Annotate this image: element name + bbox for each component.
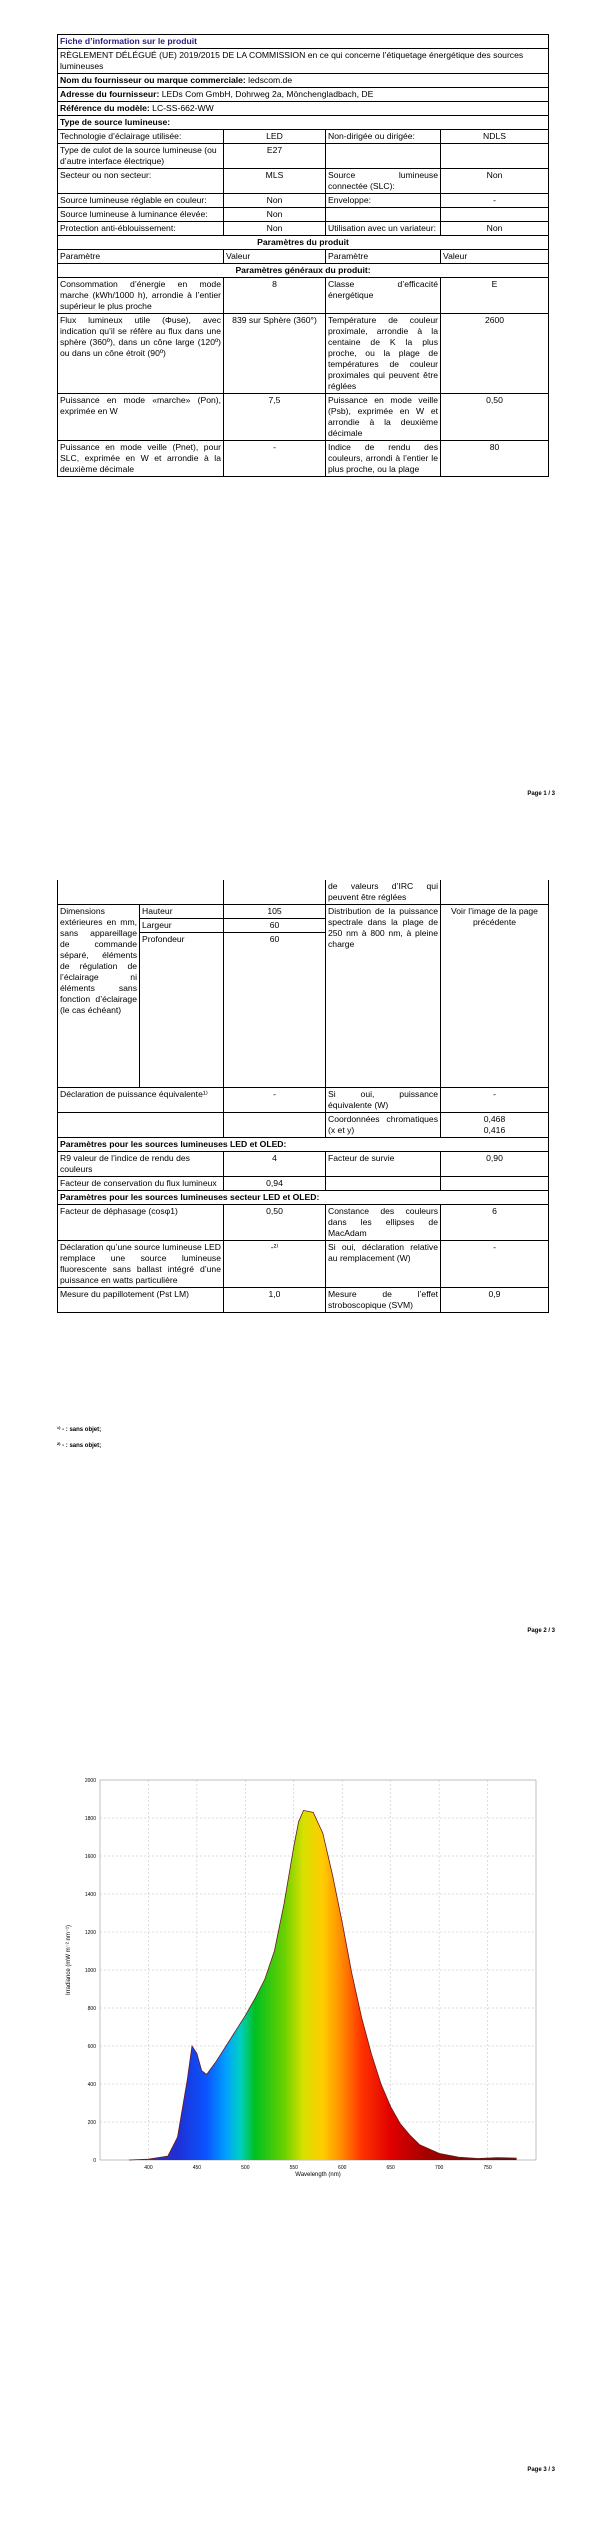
equiv-label: Déclaration de puissance équivalente¹⁾	[58, 1088, 224, 1113]
connected-value: Non	[441, 169, 549, 194]
height-label: Hauteur	[140, 905, 224, 919]
equiv-w-value: -	[441, 1088, 549, 1113]
flux-label: Flux lumineux utile (Φuse), avec indication qu’il se réfère au flux dans une sphère (360º), dans un cône large (120º) ou dans un cône étroit (90º)	[58, 314, 224, 394]
energy-label: Consommation d’énergie en mode marche (kWh/1000 h), arrondie à l’entier supérieur le plus proche	[58, 278, 224, 314]
model-reference-row	[58, 102, 549, 116]
y-tick-label: 1600	[84, 1854, 96, 1860]
supplier-address-row	[58, 88, 549, 102]
dimmable-value: Non	[441, 222, 549, 236]
mains-heading: Paramètres pour les sources lumineuses secteur LED et OLED:	[58, 1191, 549, 1205]
dimmable-label: Utilisation avec un variateur:	[326, 222, 441, 236]
y-tick-label: 600	[87, 2044, 96, 2050]
source-type-heading: Type de source lumineuse:	[58, 116, 549, 130]
tech-label: Technologie d’éclairage utilisée:	[58, 130, 224, 144]
fluo-value: -²⁾	[224, 1241, 326, 1288]
footnote-2: ²⁾ - : sans objet;	[57, 1443, 102, 1449]
regulation-text: RÈGLEMENT DÉLÉGUÉ (UE) 2019/2015 DE LA COMMISSION en ce qui concerne l’étiquetage énergétique des sources lumineuses	[58, 49, 549, 74]
supplier-address-value: LEDs Com GmbH, Dohrweg 2a, Mönchengladbach, DE	[161, 89, 374, 99]
page-number-3: Page 3 / 3	[527, 2467, 555, 2473]
equiv-value: -	[224, 1088, 326, 1113]
net-standby-label: Puissance en mode veille (Pnet), pour SLC, exprimée en W et arrondie à la deuxième décimale	[58, 441, 224, 477]
footnote-1: ¹⁾ - : sans objet;	[57, 1427, 102, 1433]
spectral-distribution-chart	[60, 1760, 546, 2190]
y-tick-label: 1000	[84, 1968, 96, 1974]
x-tick-label: 700	[434, 2165, 444, 2171]
colour-label: Source lumineuse réglable en couleur:	[58, 194, 224, 208]
x-tick-label: 400	[144, 2165, 153, 2171]
power-on-label: Puissance en mode «marche» (Pon), exprimée en W	[58, 394, 224, 441]
standby-value: 0,50	[441, 394, 549, 441]
x-tick-label: 450	[192, 2165, 202, 2171]
fluo-label: Déclaration qu’une source lumineuse LED remplace une source lumineuse fluorescente sans ballast intégré d’une puissance en watts particulière	[58, 1241, 224, 1288]
envelope-value: -	[441, 194, 549, 208]
tech-value: LED	[224, 130, 326, 144]
x-tick-label: 650	[386, 2165, 395, 2171]
height-value: 105	[224, 905, 326, 919]
class-value: E	[441, 278, 549, 314]
params-heading: Paramètres du produit	[58, 236, 549, 250]
product-info-table-part2	[57, 880, 549, 1313]
depth-value: 60	[224, 933, 326, 1088]
supplier-name-row	[58, 74, 549, 88]
survival-label: Facteur de survie	[326, 1152, 441, 1177]
general-heading: Paramètres généraux du produit:	[58, 264, 549, 278]
cri-label-cont: de valeurs d’IRC qui peuvent être réglées	[326, 880, 441, 905]
cri-value: 80	[441, 441, 549, 477]
nondir-label: Non-dirigée ou dirigée:	[326, 130, 441, 144]
cap-value: E27	[224, 144, 326, 169]
model-reference-value: LC-SS-662-WW	[152, 103, 214, 113]
envelope-label: Enveloppe:	[326, 194, 441, 208]
glare-value: Non	[224, 222, 326, 236]
chroma-values	[441, 1113, 549, 1138]
y-tick-label: 200	[87, 2120, 96, 2126]
x-tick-label: 550	[289, 2165, 298, 2171]
y-axis-label: Irradiance (mW m⁻² nm⁻¹)	[66, 1924, 72, 1996]
supplier-address-label: Adresse du fournisseur:	[60, 89, 160, 99]
chroma-y: 0,416	[483, 1125, 506, 1135]
cri-label: Indice de rendu des couleurs, arrondi à l’entier le plus proche, ou la plage	[326, 441, 441, 477]
standby-label: Puissance en mode veille (Psb), exprimée en W et arrondie à la deuxième décimale	[326, 394, 441, 441]
fluo-w-label: Si oui, déclaration relative au remplacement (W)	[326, 1241, 441, 1288]
product-info-table-part1	[57, 34, 549, 477]
survival-value: 0,90	[441, 1152, 549, 1177]
y-tick-label: 2000	[84, 1778, 96, 1784]
maint-value: 0,94	[224, 1177, 326, 1191]
cct-label: Température de couleur proximale, arrondie à la centaine de K la plus proche, ou la plage de températures de couleur proximales qui peuvent être réglées	[326, 314, 441, 394]
width-label: Largeur	[140, 919, 224, 933]
y-tick-label: 0	[93, 2158, 96, 2164]
pf-label: Facteur de déphasage (cosφ1)	[58, 1205, 224, 1241]
mains-label: Secteur ou non secteur:	[58, 169, 224, 194]
spd-label: Distribution de la puissance spectrale dans la plage de 250 nm à 800 nm, à pleine charge	[326, 905, 441, 1088]
y-tick-label: 1200	[84, 1930, 96, 1936]
y-tick-label: 1400	[84, 1892, 96, 1898]
x-tick-label: 750	[483, 2165, 492, 2171]
col-param-2: Paramètre	[326, 250, 441, 264]
svm-label: Mesure de l’effet stroboscopique (SVM)	[326, 1288, 441, 1313]
nondir-value: NDLS	[441, 130, 549, 144]
macadam-label: Constance des couleurs dans les ellipses de MacAdam	[326, 1205, 441, 1241]
energy-value: 8	[224, 278, 326, 314]
page-2	[0, 880, 595, 1634]
spd-value: Voir l’image de la page précédente	[441, 905, 549, 1088]
svm-value: 0,9	[441, 1288, 549, 1313]
pst-label: Mesure du papillotement (Pst LM)	[58, 1288, 224, 1313]
supplier-name-label: Nom du fournisseur ou marque commerciale:	[60, 75, 246, 85]
chroma-x: 0,468	[483, 1114, 506, 1124]
depth-label: Profondeur	[140, 933, 224, 1088]
equiv-w-label: Si oui, puissance équivalente (W)	[326, 1088, 441, 1113]
pst-value: 1,0	[224, 1288, 326, 1313]
dims-label: Dimensions extérieures en mm, sans appareillage de commande séparé, éléments de régulation de l’éclairage ni éléments sans fonction d’éclairage (le cas échéant)	[58, 905, 140, 1088]
x-axis-label: Wavelength (nm)	[295, 2172, 341, 2178]
highlum-value: Non	[224, 208, 326, 222]
highlum-label: Source lumineuse à luminance élevée:	[58, 208, 224, 222]
page-number-1: Page 1 / 3	[527, 791, 555, 797]
flux-value: 839 sur Sphère (360°)	[224, 314, 326, 394]
net-standby-value: -	[224, 441, 326, 477]
col-param-1: Paramètre	[58, 250, 224, 264]
sheet-title: Fiche d’information sur le produit	[58, 35, 549, 49]
col-value-1: Valeur	[224, 250, 326, 264]
col-value-2: Valeur	[441, 250, 549, 264]
chroma-label: Coordonnées chromatiques (x et y)	[326, 1113, 441, 1138]
pf-value: 0,50	[224, 1205, 326, 1241]
colour-value: Non	[224, 194, 326, 208]
x-tick-label: 500	[241, 2165, 250, 2171]
supplier-name-value: ledscom.de	[248, 75, 293, 85]
power-on-value: 7,5	[224, 394, 326, 441]
mains-value: MLS	[224, 169, 326, 194]
page-1	[0, 34, 595, 797]
macadam-value: 6	[441, 1205, 549, 1241]
width-value: 60	[224, 919, 326, 933]
connected-label: Source lumineuse connectée (SLC):	[326, 169, 441, 194]
model-reference-label: Référence du modèle:	[60, 103, 150, 113]
led-heading: Paramètres pour les sources lumineuses LED et OLED:	[58, 1138, 549, 1152]
y-tick-label: 1800	[84, 1816, 96, 1822]
maint-label: Facteur de conservation du flux lumineux	[58, 1177, 224, 1191]
r9-label: R9 valeur de l’indice de rendu des couleurs	[58, 1152, 224, 1177]
fluo-w-value: -	[441, 1241, 549, 1288]
y-tick-label: 800	[87, 2006, 96, 2012]
r9-value: 4	[224, 1152, 326, 1177]
cap-label: Type de culot de la source lumineuse (ou d’autre interface électrique)	[58, 144, 224, 169]
cct-value: 2600	[441, 314, 549, 394]
page-number-2: Page 2 / 3	[527, 1628, 555, 1634]
glare-label: Protection anti-éblouissement:	[58, 222, 224, 236]
y-tick-label: 400	[87, 2082, 96, 2088]
x-tick-label: 600	[338, 2165, 347, 2171]
class-label: Classe d’efficacité énergétique	[326, 278, 441, 314]
